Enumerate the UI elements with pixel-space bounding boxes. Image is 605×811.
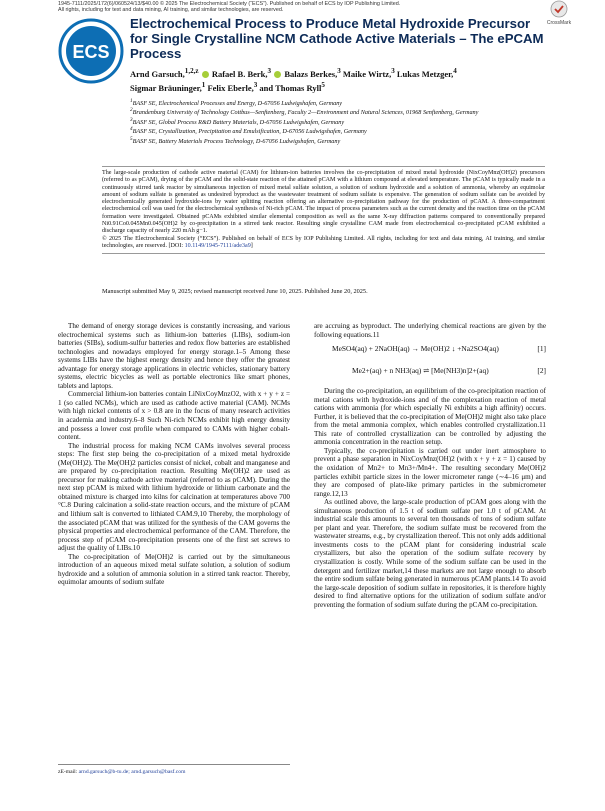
ecs-logo-text: ECS [72,42,110,62]
author-name: Felix Eberle, [207,82,254,93]
doi-link[interactable]: 10.1149/1945-7111/ade3a9 [184,242,251,249]
body-paragraph: The co-precipitation of Me(OH)2 is carried out by the simultaneous introduction of an aqueous mixed metal sulfate solution, a solution of sodium hydroxide and a solution of ammonia solution in a stirred tank reactor. Thereby, equimolar amounts of sodium sulfate [58,552,290,587]
body-paragraph: are accruing as byproduct. The underlying chemical reactions are given by the following equations.11 [314,322,546,339]
body-paragraph: Commercial lithium-ion batteries contain LiNixCoyMnzO2, with x + y + z = 1 (so called NCMs), which are used as cathode active material (CAM). NCMs with high nickel contents of x > 0.8 are in the focus of many research activities in academia and industry.6–8 Such Ni-rich NCMs exhibit high energy density and possess a lower cost profile when compared to CAMs with higher cobalt-content. [58,390,290,442]
author-name: Arnd Garsuch, [130,68,185,79]
right-column [314,322,546,609]
body-paragraph: As outlined above, the large-scale production of pCAM goes along with the simultaneous production of 1.5 t of sodium sulfate per 1.0 t of pCAM. At industrial scale this amounts to several ten thousands of tons of sodium sulfate per plant and year. Therefore, the sodium sulfate must be recovered from the wastewater streams, e.g., by crystallization thereof. This not only adds additional investments costs to the pCAM plant for considering industrial scale crystallizers, but also the operation of the sodium sulfate recovery by crystallization is costly. While some of the sodium sulfate can be used in the detergent and fertilizer market,14 these markets are not large enough to absorb the entire sodium sulfate being generated in numerous pCAM plants.14 To avoid the large-scale deposition of sodium sulfate in repositories, it is therefore highly desired to find alternative options for the utilization of sodium sulfate and/or preventing the formation of sodium sulfate during the pCAM co-precipitation. [314,498,546,609]
author-name: Rafael B. Berk, [211,68,268,79]
header-line-1: 1945-7111/2025/172(6)/060524/13/$40.00 © 2025 The Electrochemical Society (“ECS”). Published on behalf of ECS by IOP Publishing Limited. [58,1,401,7]
author-sup: 1,2,z [184,67,199,75]
affiliation: $^3$BASF SE, Global Process R&D Battery Materials, D-67056 Ludwigshafen, Germany [130,116,345,126]
author-sup: 4 [453,67,457,75]
author-sup: 3 [337,67,341,75]
crossmark-label: CrossMark [546,20,572,26]
body-paragraph: The demand of energy storage devices is constantly increasing, and various electrochemical systems such as lithium-ion batteries (LIBs), sodium-ion batteries (SIBs), sodium-sulfur batteries and redox flow batteries are established technologies and nowadays employed for energy storage.1–5 Among these systems LIBs have the highest energy density and hence they offer the greatest advantage for energy storage applications in electric vehicles, stationary battery systems, electric bicycles as well as portable electronics like smart phones, tablets and laptops. [58,322,290,390]
journal-header [58,1,498,14]
author-list [130,66,550,94]
author-sup: 1 [201,80,206,89]
author-sup: 3 [267,67,272,75]
equation-2 [314,365,546,383]
author-sup: 3 [391,67,395,75]
footnote [58,764,290,776]
author-sup: 3 [253,80,258,89]
equation-number: [2] [537,366,546,376]
orcid-icon[interactable] [274,71,281,78]
abstract [102,166,545,254]
ecs-logo [58,18,124,84]
body-paragraph: During the co-precipitation, an equilibrium of the co-precipitation reaction of metal cations with hydroxide-ions and of the complexation reaction of metal cations with ammonia (for which especially Ni exhibits a high affinity) occurs. Further, it is believed that the co-precipitation of Me(OH)2 might also take place from the metal ammonia complex, which enables controlled crystallization.11 This rate of controlled crystallization can be controlled by adjusting the ammonia concentration in the reaction setup. [314,387,546,447]
body-paragraph: Typically, the co-precipitation is carried out under inert atmosphere to prevent a phase separation in NixCoyMnz(OH)2 (with x + y + z = 1) caused by the oxidation of Mn2+ to Mn3+/Mn4+. The resulting secondary Me(OH)2 particles exhibit particle sizes in the lower micrometer range (∼4–16 μm) and they are composed of plate-like primary particles in the submicrometer range.12,13 [314,446,546,498]
author-name: Sigmar Bräuninger, [130,82,202,93]
abstract-text: The large-scale production of cathode active material (CAM) for lithium-ion batteries involves the co-precipitation of mixed metal hydroxide (NixCoyMnz(OH)2) precursors (referred to as pCAM), drying of the pCAM and the solid-state reaction of the attained pCAM with a lithium compound at elevated temperature. The pCAM is typically made in a continuously stirred tank reactor by simultaneous injection of mixed metal sulfate solution, a solution of sodium hydroxide and a solution of ammonia, whereby an equimolar amount of sodium sulfate is generated as undesired byproduct as the wastewater treatment of sodium sulfate is expensive. The generation of sodium sulfate can be avoided by electrochemically generated hydroxide-ions by water splitting reaction offering an alternative co-precipitation pathway for the production of pCAM. A three-compartment electrochemical cell was used for the electrochemical synthesis of Ni-rich pCAM. The impact of process parameters such as the current density and the reaction time on the pCAM formation were investigated. Obtained pCAMs exhibited similar elemental composition as well as the same X-ray diffraction patterns compared to conventionally prepared Ni0.91Co0.045Mn0.045(OH)2 by co-precipitation in a stirred tank reactor. Resulting single crystalline CAM made from electrochemical co-precipitated pCAM exhibited a discharge capacity of nearly 220 mAh g−1. [102,170,545,235]
header-line-2: All rights, including for text and data mining, AI training, and similar technologies, are reserved. [58,7,284,14]
author-name: Lukas Metzger, [396,68,454,79]
affiliation-list [130,98,560,145]
email-link[interactable]: arnd.garsuch@b-tu.de; arnd.garsuch@basf.com [78,769,186,775]
body-paragraph: The industrial process for making NCM CAMs involves several process steps: The first step being the co-precipitation of a mixed metal hydroxide (Me(OH)2). The Me(OH)2 particles consist of nickel, cobalt and manganese and are prepared by co-precipitation reaction. Resulting Me(OH)2 are used as precursor for making cathode active material (referred to as pCAM). During the next step pCAM is mixed with lithium hydroxide or lithium carbonate and the obtained mixture is charged into kilns for calcination at temperatures above 700 °C.8 During calcination a solid-state reaction occurs, and the mixture of pCAM and lithium salt is converted to lithiated CAM.9,10 Thereby, the morphology of the associated pCAM that was utilized for the synthesis of the CAM governs the physical properties and electrochemical performance of the CAM. Therefore, the process step of pCAM co-precipitation presents one of the first set screws to adjust the quality of LIBs.10 [58,441,290,553]
author-name: Maike Wirtz, [342,68,392,79]
crossmark-icon [550,0,568,18]
affiliation: $^4$BASF SE, Crystallization, Precipitation and Emulsification, D-67056 Ludwigshafen, Germany [130,126,367,136]
affiliation: $^1$BASF SE, Electrochemical Processes and Energy, D-67056 Ludwigshafen, Germany [130,98,343,108]
paper-title: Electrochemical Process to Produce Metal Hydroxide Precursor for Single Crystalline NCM Cathode Active Materials – The ePCAM Process [130,16,544,61]
author-sup: 5 [321,80,325,89]
equation-number: [1] [537,344,546,354]
orcid-icon[interactable] [202,71,209,78]
equation-expression: Me2+(aq) + n NH3(aq) ⇌ [Me(NH3)n]2+(aq) [352,366,489,376]
abstract-copyright: © 2025 The Electrochemical Society (“ECS”). Published on behalf of ECS by IOP Publishing Limited. All rights, including for text and data mining, AI training, and similar technologies, are reserved. [DOI: 10.1149/1945-7111/ade3a9] [102,235,545,249]
affiliation: $^5$BASF SE, Battery Materials Process Technology, D-67056 Ludwigshafen, Germany [130,135,341,145]
equation-1 [314,343,546,361]
equation-expression: MeSO4(aq) + 2NaOH(aq) → Me(OH)2 ↓ +Na2SO4(aq) [332,344,499,354]
footnote-label: zE-mail: [58,769,79,775]
left-column [58,322,290,587]
author-name: and Thomas Ryll [259,82,322,93]
manuscript-dates: Manuscript submitted May 9, 2025; revised manuscript received June 10, 2025. Published June 20, 2025. [102,288,368,295]
author-name: Balazs Berkes, [284,68,338,79]
affiliation: $^2$Brandenburg University of Technology Cottbus—Senftenberg, Faculty 2—Environment and Natural Sciences, 01968 Senftenberg, Germany [130,107,479,117]
